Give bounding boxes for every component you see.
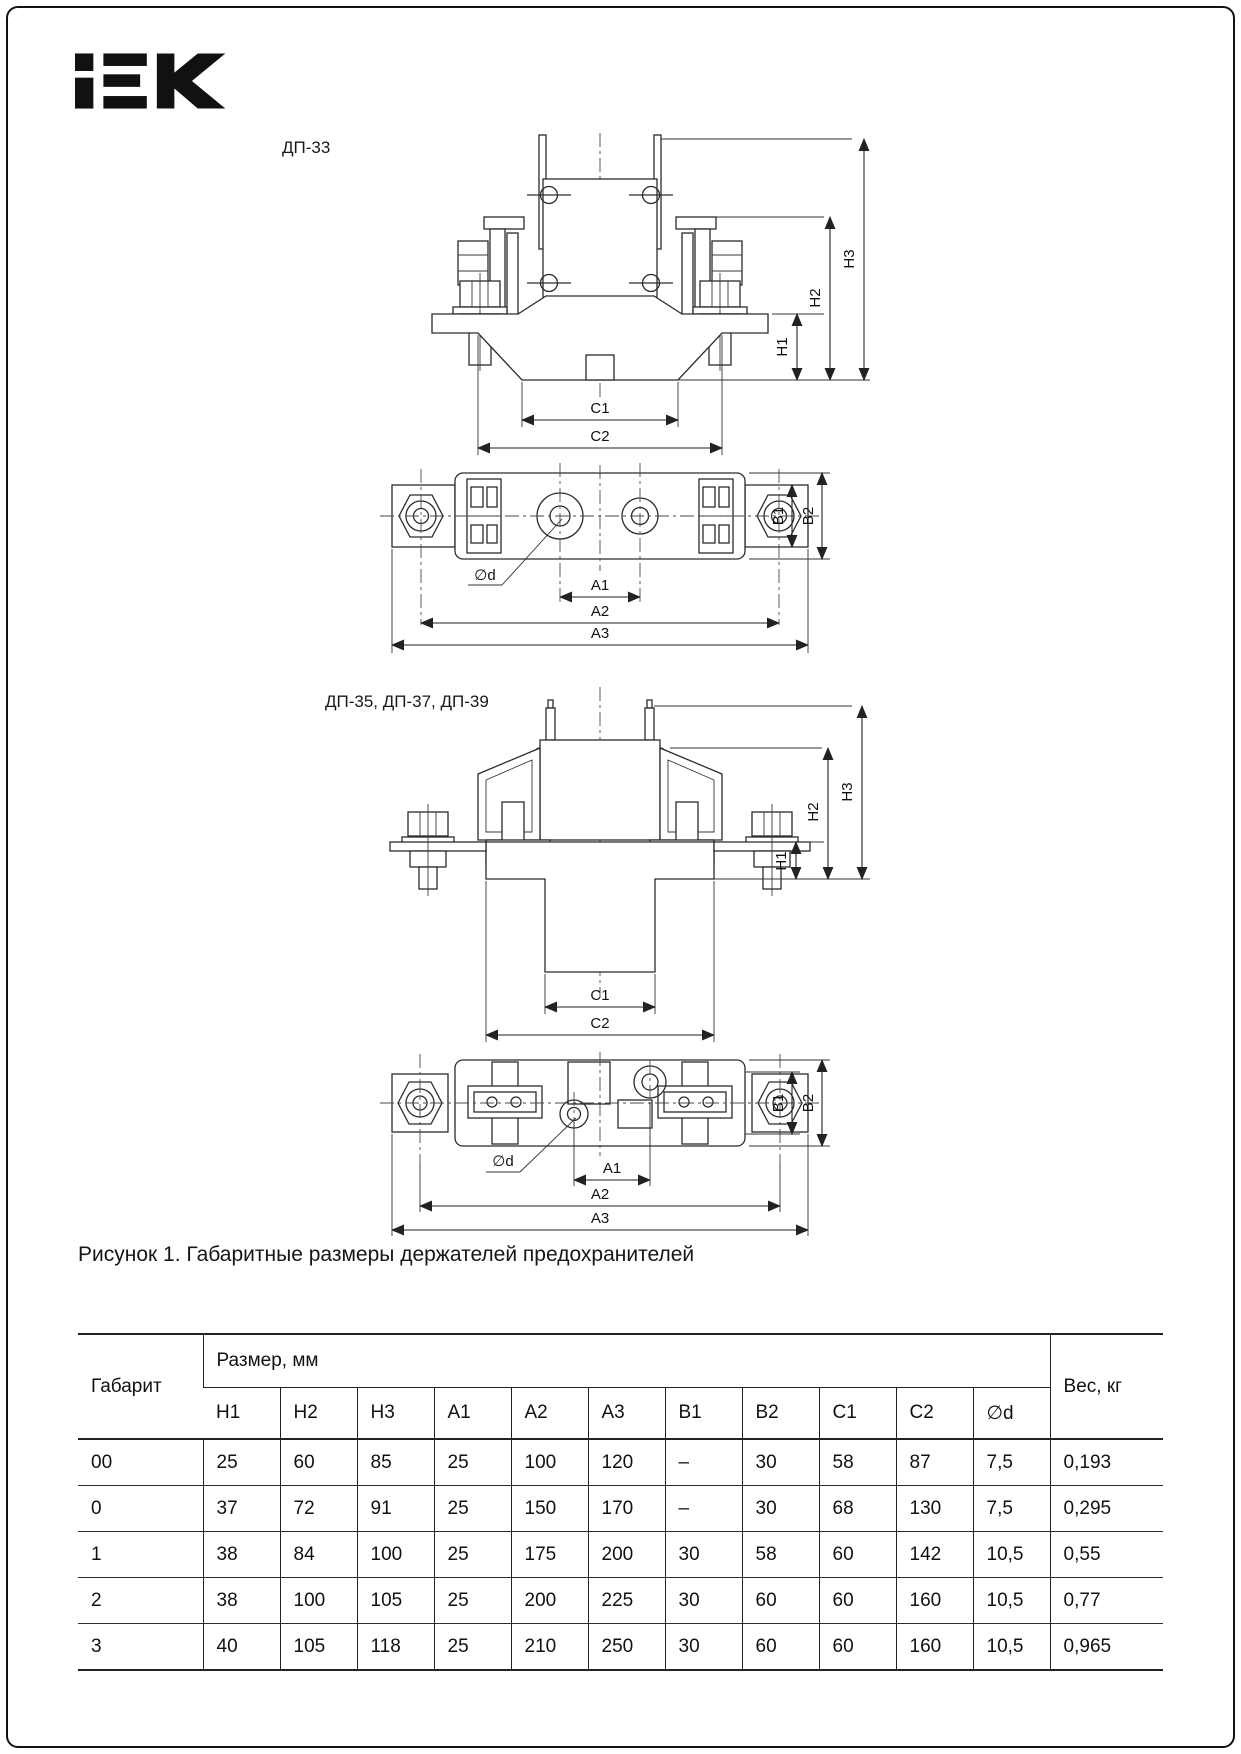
dim-label-a3: A3 <box>590 625 610 642</box>
dim-label-c1: C1 <box>590 400 610 417</box>
dim-label-c1: C1 <box>590 987 610 1004</box>
size-value-cell: 10,5 <box>973 1624 1050 1671</box>
dim-label-b1: B1 <box>770 1093 787 1113</box>
size-value-cell: 150 <box>511 1486 588 1532</box>
figure2-drawing <box>240 662 880 1240</box>
dim-label-b2: B2 <box>800 506 817 526</box>
size-value-cell: 170 <box>588 1486 665 1532</box>
size-col-header: A2 <box>511 1388 588 1440</box>
dim-label-c2: C2 <box>590 428 610 445</box>
size-value-cell: 38 <box>203 1532 280 1578</box>
size-value-cell: 40 <box>203 1624 280 1671</box>
size-col-header: B1 <box>665 1388 742 1440</box>
dim-label-h3: H3 <box>839 782 856 802</box>
size-col-header: H3 <box>357 1388 434 1440</box>
table-row <box>78 1624 1163 1671</box>
size-value-cell: 25 <box>434 1578 511 1624</box>
size-value-cell: 60 <box>280 1439 357 1486</box>
size-value-cell: 25 <box>203 1439 280 1486</box>
size-value-cell: 58 <box>819 1439 896 1486</box>
size-value-cell: 60 <box>742 1578 819 1624</box>
dim-label-h3: H3 <box>841 249 858 269</box>
size-value-cell: 30 <box>665 1578 742 1624</box>
size-col-header: C2 <box>896 1388 973 1440</box>
figure1-front-view <box>432 133 870 455</box>
size-value-cell: 30 <box>742 1486 819 1532</box>
size-value-cell: 85 <box>357 1439 434 1486</box>
size-value-cell: 105 <box>280 1624 357 1671</box>
weight-cell: 0,55 <box>1050 1532 1163 1578</box>
size-value-cell: 7,5 <box>973 1439 1050 1486</box>
size-value-cell: 38 <box>203 1578 280 1624</box>
size-value-cell: – <box>665 1486 742 1532</box>
figure2-front-view <box>390 687 870 1042</box>
size-value-cell: 84 <box>280 1532 357 1578</box>
size-value-cell: 120 <box>588 1439 665 1486</box>
size-value-cell: 200 <box>511 1578 588 1624</box>
weight-cell: 0,295 <box>1050 1486 1163 1532</box>
size-col-header: B2 <box>742 1388 819 1440</box>
size-value-cell: 25 <box>434 1624 511 1671</box>
size-value-cell: 225 <box>588 1578 665 1624</box>
size-value-cell: 175 <box>511 1532 588 1578</box>
dim-label-h2: H2 <box>805 802 822 822</box>
iek-logo-graphic <box>75 50 227 112</box>
size-value-cell: 25 <box>434 1439 511 1486</box>
size-value-cell: – <box>665 1439 742 1486</box>
size-value-cell: 72 <box>280 1486 357 1532</box>
gabarit-cell: 2 <box>78 1578 203 1624</box>
dim-label-h2: H2 <box>807 288 824 308</box>
dim-label-a1: A1 <box>590 577 610 594</box>
dim-label-d: ∅d <box>492 1153 514 1170</box>
weight-cell: 0,77 <box>1050 1578 1163 1624</box>
size-value-cell: 58 <box>742 1532 819 1578</box>
dim-label-h1: H1 <box>773 851 790 871</box>
size-value-cell: 60 <box>742 1624 819 1671</box>
col-header-size: Размер, мм <box>203 1334 1050 1388</box>
dim-label-b2: B2 <box>800 1093 817 1113</box>
size-col-header: C1 <box>819 1388 896 1440</box>
size-value-cell: 30 <box>665 1624 742 1671</box>
size-value-cell: 250 <box>588 1624 665 1671</box>
size-value-cell: 160 <box>896 1578 973 1624</box>
size-value-cell: 30 <box>742 1439 819 1486</box>
dim-label-c2: C2 <box>590 1015 610 1032</box>
figure-caption: Рисунок 1. Габаритные размеры держателей предохранителей <box>78 1243 695 1266</box>
size-col-header: H1 <box>203 1388 280 1440</box>
size-col-header: ∅d <box>973 1388 1050 1440</box>
size-value-cell: 60 <box>819 1532 896 1578</box>
size-value-cell: 87 <box>896 1439 973 1486</box>
weight-cell: 0,193 <box>1050 1439 1163 1486</box>
size-value-cell: 118 <box>357 1624 434 1671</box>
size-value-cell: 60 <box>819 1624 896 1671</box>
size-value-cell: 25 <box>434 1486 511 1532</box>
size-value-cell: 25 <box>434 1532 511 1578</box>
weight-cell: 0,965 <box>1050 1624 1163 1671</box>
table-row <box>78 1532 1163 1578</box>
gabarit-cell: 00 <box>78 1439 203 1486</box>
figure1-top-view <box>380 463 830 653</box>
table-header-row-1 <box>78 1334 1163 1388</box>
size-value-cell: 60 <box>819 1578 896 1624</box>
table-body <box>78 1439 1163 1670</box>
table-row <box>78 1486 1163 1532</box>
size-value-cell: 210 <box>511 1624 588 1671</box>
size-value-cell: 10,5 <box>973 1578 1050 1624</box>
size-value-cell: 200 <box>588 1532 665 1578</box>
gabarit-cell: 0 <box>78 1486 203 1532</box>
size-value-cell: 160 <box>896 1624 973 1671</box>
size-value-cell: 68 <box>819 1486 896 1532</box>
size-value-cell: 30 <box>665 1532 742 1578</box>
col-header-gabarit: Габарит <box>78 1334 203 1439</box>
figure1-drawing <box>240 133 880 663</box>
iek-logo <box>75 50 227 112</box>
size-value-cell: 91 <box>357 1486 434 1532</box>
dimensions-table-wrap <box>78 1333 1163 1671</box>
table-header-row-2 <box>78 1388 1163 1440</box>
figure1-label: ДП-33 <box>282 138 331 157</box>
table-row <box>78 1439 1163 1486</box>
table-row <box>78 1578 1163 1624</box>
dim-label-a1: A1 <box>602 1160 622 1177</box>
dim-label-h1: H1 <box>774 337 791 357</box>
col-header-weight: Вес, кг <box>1050 1334 1163 1439</box>
size-value-cell: 142 <box>896 1532 973 1578</box>
gabarit-cell: 1 <box>78 1532 203 1578</box>
figure2-top-view <box>380 1052 830 1236</box>
dim-label-b1: B1 <box>770 506 787 526</box>
dim-label-a2: A2 <box>590 603 610 620</box>
size-col-header: A1 <box>434 1388 511 1440</box>
dimensions-table <box>78 1333 1163 1671</box>
size-value-cell: 100 <box>280 1578 357 1624</box>
size-value-cell: 105 <box>357 1578 434 1624</box>
size-col-header: H2 <box>280 1388 357 1440</box>
figure2-label: ДП-35, ДП-37, ДП-39 <box>325 692 489 711</box>
dim-label-d: ∅d <box>474 567 496 584</box>
size-col-header: A3 <box>588 1388 665 1440</box>
size-value-cell: 100 <box>511 1439 588 1486</box>
dim-label-a2: A2 <box>590 1186 610 1203</box>
size-value-cell: 130 <box>896 1486 973 1532</box>
size-value-cell: 37 <box>203 1486 280 1532</box>
gabarit-cell: 3 <box>78 1624 203 1671</box>
size-value-cell: 7,5 <box>973 1486 1050 1532</box>
size-value-cell: 10,5 <box>973 1532 1050 1578</box>
size-value-cell: 100 <box>357 1532 434 1578</box>
dim-label-a3: A3 <box>590 1210 610 1227</box>
